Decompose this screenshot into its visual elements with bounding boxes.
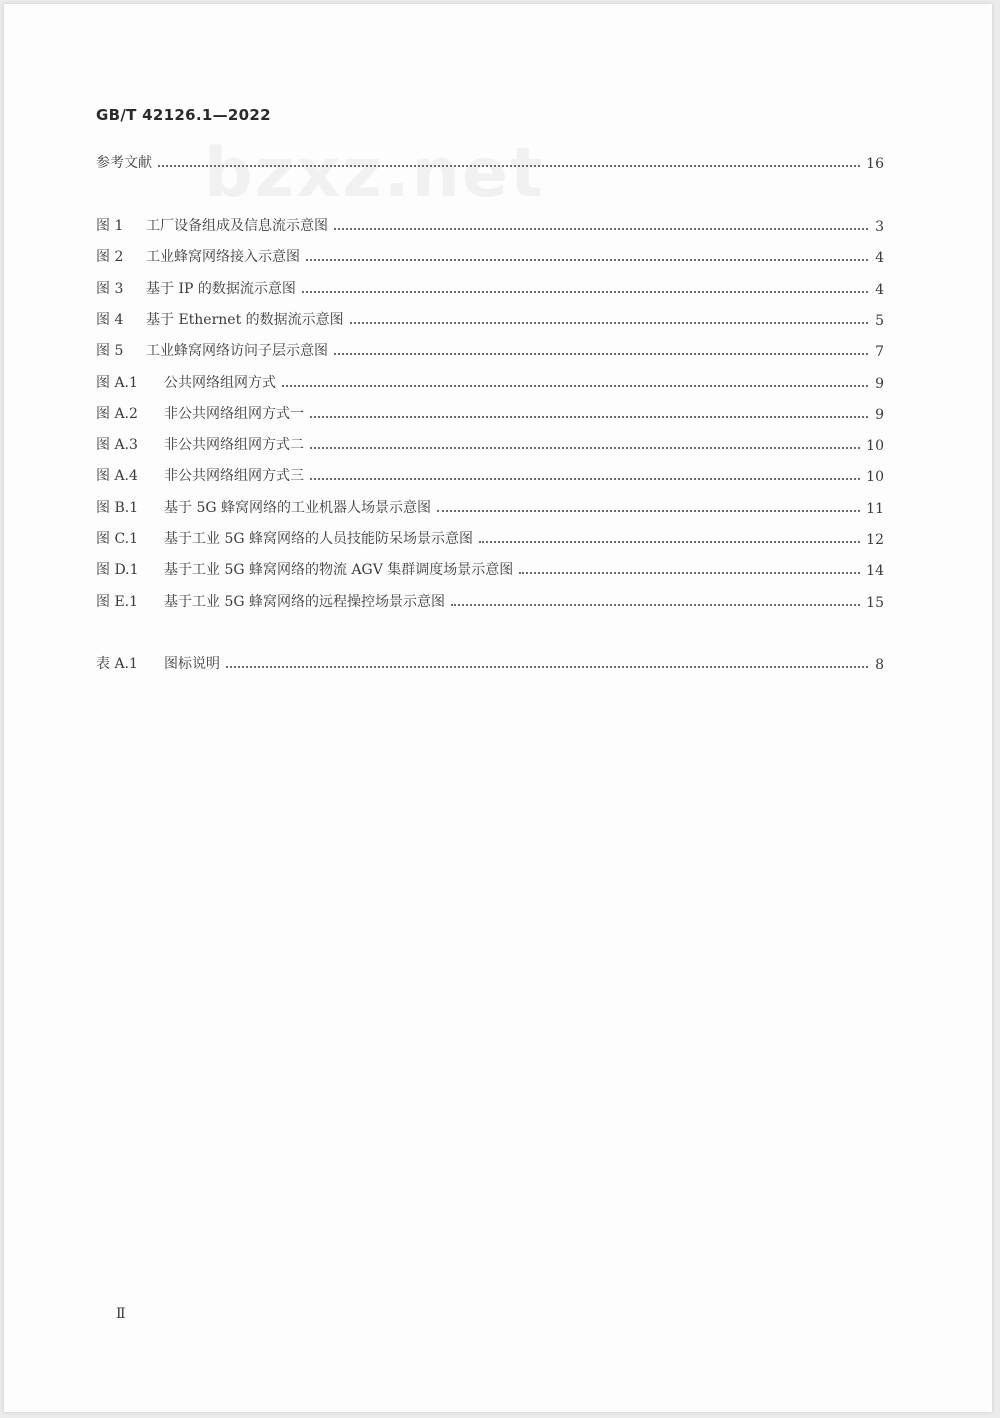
toc-entry-label [96, 278, 296, 298]
toc-leader-dots [226, 666, 868, 668]
figure-entry[interactable] [96, 557, 884, 579]
toc-entry-label [96, 653, 220, 673]
toc-entry-label [96, 497, 431, 517]
figure-entry[interactable] [96, 432, 884, 454]
toc-entry-label [96, 434, 304, 454]
toc-entry-title: 非公共网络组网方式二 [164, 437, 304, 454]
toc-entry-label [96, 372, 276, 392]
toc-entry-title: 工业蜂窝网络接入示意图 [146, 249, 300, 266]
figure-entry[interactable] [96, 370, 884, 392]
figure-entry[interactable] [96, 589, 884, 611]
figure-entry[interactable] [96, 526, 884, 548]
standard-code-header: GB/T 42126.1—2022 [96, 106, 271, 124]
toc-entry-title: 基于 Ethernet 的数据流示意图 [146, 311, 344, 328]
page-number: Ⅱ [116, 1306, 126, 1322]
toc-leader-dots [334, 353, 868, 355]
figure-entry[interactable] [96, 244, 884, 266]
toc-entry-number: 图 4 [96, 311, 124, 328]
toc-entry-title: 基于 IP 的数据流示意图 [146, 280, 296, 297]
toc-entry-page: 12 [866, 532, 884, 548]
toc-entry-page: 4 [875, 281, 884, 298]
toc-entry-number: 图 D.1 [96, 562, 139, 579]
watermark: bzxz.net [204, 134, 545, 213]
toc-entry-title: 公共网络组网方式 [164, 374, 276, 391]
toc-leader-dots [306, 259, 868, 261]
toc-leader-dots [302, 291, 868, 293]
figure-entry[interactable] [96, 307, 884, 329]
figure-entry[interactable] [96, 495, 884, 517]
toc-entry-label [96, 559, 513, 579]
toc-entry-number: 图 A.1 [96, 374, 138, 391]
toc-entry-label [96, 309, 344, 329]
toc-entry-number: 图 2 [96, 249, 124, 266]
toc-entry-number: 表 A.1 [96, 656, 138, 672]
figure-entry[interactable] [96, 463, 884, 485]
toc-entry-title: 基于工业 5G 蜂窝网络的物流 AGV 集群调度场景示意图 [164, 562, 514, 579]
toc-entry-page: 3 [875, 219, 884, 235]
toc-entry-page: 15 [866, 594, 884, 611]
table-entry[interactable] [96, 651, 884, 673]
toc-entry-page: 7 [875, 344, 884, 361]
toc-entry-number: 图 A.3 [96, 437, 138, 454]
toc-entry-page: 9 [875, 406, 884, 423]
toc-entry-page: 14 [866, 563, 884, 580]
toc-entry-page: 10 [866, 438, 884, 455]
toc-entry-number: 图 A.2 [96, 405, 138, 422]
toc-entry-title: 基于工业 5G 蜂窝网络的人员技能防呆场景示意图 [164, 531, 473, 547]
toc-entry-page: 8 [875, 657, 884, 673]
toc-entry-number: 图 E.1 [96, 593, 139, 610]
toc-entry-label [96, 465, 304, 485]
toc-entry-title: 基于工业 5G 蜂窝网络的远程操控场景示意图 [164, 593, 445, 610]
toc-entry-page: 5 [875, 312, 884, 329]
figure-entry[interactable] [96, 276, 884, 298]
toc-entry-number: 图 1 [96, 218, 124, 234]
toc-entry-number: 图 A.4 [96, 468, 138, 485]
toc-entry-label [96, 340, 328, 360]
toc-leader-dots [310, 447, 860, 449]
toc-leader-dots [158, 165, 860, 167]
toc-leader-dots [310, 478, 860, 480]
toc-leader-dots [451, 604, 860, 606]
toc-leader-dots [310, 416, 868, 418]
document-page [4, 4, 992, 1412]
toc-entry-title: 工厂设备组成及信息流示意图 [146, 218, 328, 234]
toc-entry-label [96, 215, 328, 235]
figure-entry[interactable] [96, 338, 884, 360]
toc-entry-page: 10 [866, 469, 884, 486]
toc-entry-title: 图标说明 [164, 656, 220, 672]
toc-entry-label [96, 528, 473, 548]
toc-entry-page: 11 [866, 500, 884, 517]
toc-entry-number: 图 3 [96, 280, 124, 297]
toc-entry-label [96, 246, 300, 266]
toc-leader-dots [334, 228, 868, 230]
toc-entry-title: 基于 5G 蜂窝网络的工业机器人场景示意图 [164, 499, 431, 516]
toc-entry-label [96, 403, 304, 423]
toc-entry-title: 非公共网络组网方式三 [164, 468, 304, 485]
toc-entry-title: 参考文献 [96, 155, 152, 171]
toc-entry-references[interactable] [96, 150, 884, 172]
toc-entry-page: 4 [875, 250, 884, 267]
toc-entry-number: 图 5 [96, 343, 124, 360]
toc-entry-page: 9 [875, 375, 884, 392]
toc-leader-dots [282, 385, 868, 387]
toc-leader-dots [519, 572, 860, 574]
toc-entry-label [96, 591, 445, 611]
figure-entry[interactable] [96, 213, 884, 235]
toc-entry-page: 16 [866, 156, 884, 172]
toc-entry-title: 非公共网络组网方式一 [164, 405, 304, 422]
toc-entry-number: 图 C.1 [96, 531, 139, 547]
toc-leader-dots [437, 510, 860, 512]
toc-leader-dots [350, 322, 868, 324]
toc-entry-number: 图 B.1 [96, 499, 139, 516]
figure-entry[interactable] [96, 401, 884, 423]
toc-entry-title: 工业蜂窝网络访问子层示意图 [146, 343, 328, 360]
toc-leader-dots [479, 541, 860, 543]
